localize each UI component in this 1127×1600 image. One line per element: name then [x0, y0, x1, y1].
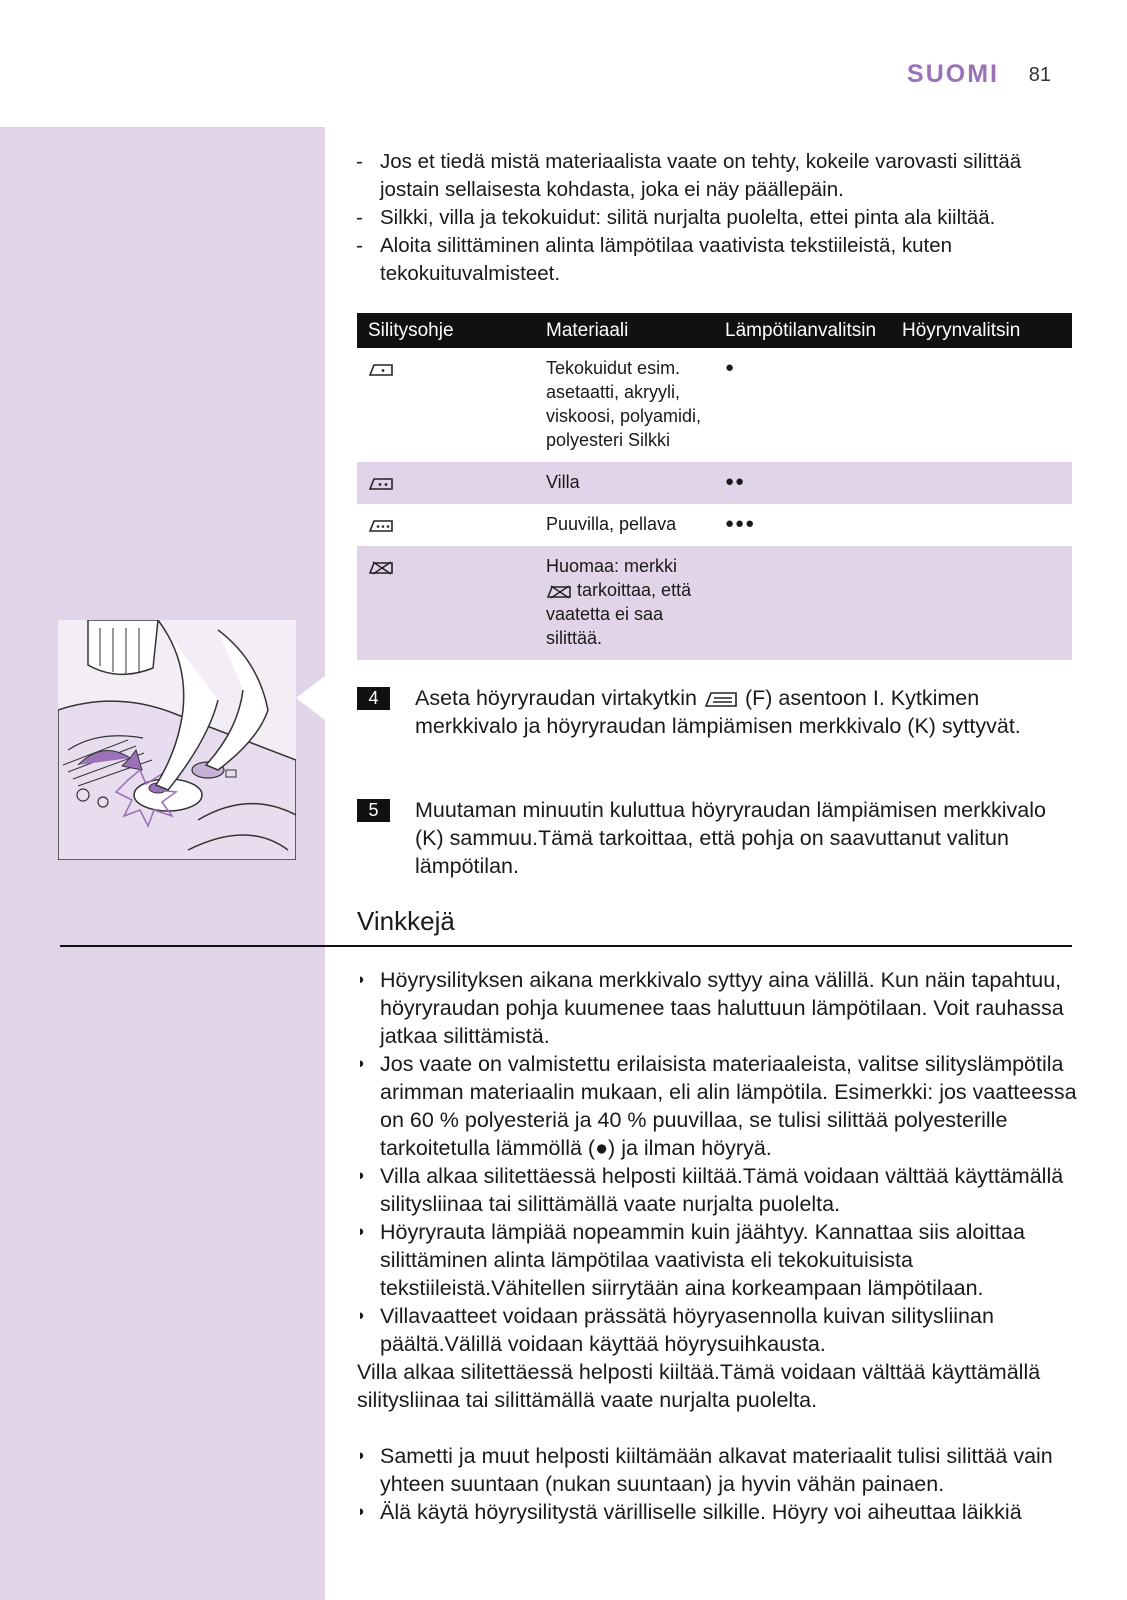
bullet-icon: ◗ [357, 1307, 367, 1324]
intro-item-text: Silkki, villa ja tekokuidut: silitä nurjalta puolelta, ettei pinta ala kiiltää. [380, 206, 996, 229]
iron-switch-illustration [58, 620, 296, 860]
tips-heading: Vinkkejä [357, 906, 455, 936]
bullet-icon: ◗ [357, 1055, 367, 1072]
material-cell: Villa [546, 472, 580, 492]
tip-item [357, 1302, 1077, 1358]
intro-item [356, 204, 1076, 232]
tip-item [357, 1162, 1077, 1218]
table-row [357, 504, 1072, 546]
temperature-cell [715, 554, 894, 650]
tip-text: Höyrysilityksen aikana merkkivalo syttyy aina välillä. Kun näin tapahtuu, höyryraudan pohja kuumenee taas haluttuun lämpötilaan. Voit rauhassa jatkaa silittämistä. [380, 968, 1064, 1048]
iron-three-dot-icon [368, 517, 394, 533]
ironing-table [357, 313, 1072, 660]
step-text-before: Aseta höyryraudan virtakytkin [415, 686, 698, 710]
tips-paragraph: Villa alkaa silitettäessä helposti kiiltää.Tämä voidaan välttää käyttämällä silitysliinaa tai silittämällä vaate nurjalta puolelta. [357, 1360, 1041, 1412]
header-material: Materiaali [546, 319, 629, 341]
temperature-cell: ●●● [725, 515, 756, 532]
header-ironing-instruction: Silitysohje [368, 319, 454, 341]
dash-marker: - [356, 150, 363, 173]
intro-item [356, 232, 1076, 288]
material-note-prefix: Huomaa: merkki [546, 556, 678, 576]
step-text: Muutaman minuutin kuluttua höyryraudan lämpiämisen merkkivalo (K) sammuu.Tämä tarkoittaa, että pohja on saavuttanut valitun lämpötilan. [415, 798, 1046, 878]
bullet-icon: ◗ [357, 1167, 367, 1184]
sidebar-band [0, 127, 325, 1600]
step-5 [357, 796, 1077, 880]
tip-item [357, 1442, 1077, 1498]
iron-one-dot-icon [368, 361, 394, 377]
table-row [357, 546, 1072, 660]
material-note-suffix: tarkoittaa, että vaatetta ei saa silittää. [546, 580, 692, 648]
table-row [357, 348, 1072, 462]
step-number: 5 [357, 799, 390, 822]
steam-cell [894, 470, 1072, 494]
material-cell: Tekokuidut esim. asetaatti, akryyli, viskoosi, polyamidi, polyesteri Silkki [546, 358, 702, 450]
iron-crossed-icon [368, 559, 394, 575]
tip-item [357, 1218, 1077, 1302]
illustration-pointer [296, 676, 325, 720]
tip-text: Sametti ja muut helposti kiiltämään alkavat materiaalit tulisi silittää vain yhteen suuntaan (nukan suuntaan) ja hyvin vähän painaen. [380, 1444, 1053, 1496]
iron-crossed-inline-icon [546, 583, 572, 599]
step-text [415, 684, 1077, 740]
table-row [357, 462, 1072, 504]
tip-text: Jos vaate on valmistettu erilaisista materiaaleista, valitse silityslämpötila arimman materiaalin mukaan, eli alin lämpötila. Esimerkki: jos vaatteessa on 60 % polyesteriä ja 40 % puuvillaa, se tulisi silittää polyesterille tarkoitetulla lämmöllä (●) ja ilman höyryä. [380, 1052, 1077, 1160]
illustration-drawing [58, 620, 296, 860]
temperature-cell: ● [725, 359, 736, 376]
intro-item-text: Aloita silittäminen alinta lämpötilaa vaativista tekstiileistä, kuten tekokuituvalmisteet. [380, 234, 952, 285]
iron-two-dot-icon [368, 475, 394, 491]
step-text-after: (F) asentoon I. Kytkimen merkkivalo ja höyryraudan lämpiämisen merkkivalo (K) syttyvät. [415, 686, 1021, 738]
dash-marker: - [356, 206, 363, 229]
intro-item [356, 148, 1076, 204]
power-switch-icon [703, 689, 739, 709]
language-label: SUOMI [907, 60, 999, 88]
intro-item-text: Jos et tiedä mistä materiaalista vaate on tehty, kokeile varovasti silittää jostain sellaisesta kohdasta, joka ei näy päällepäin. [380, 150, 1022, 201]
step-4 [357, 684, 1077, 740]
tip-item [357, 1050, 1077, 1162]
tip-item [357, 1498, 1077, 1526]
tip-text: Villavaatteet voidaan prässätä höyryasennolla kuivan silitysliinan päältä.Välillä voidaan käyttää höyrysuihkausta. [380, 1304, 994, 1356]
table-header-row [357, 313, 1072, 348]
tip-text: Höyryrauta lämpiää nopeammin kuin jäähtyy. Kannattaa siis aloittaa silittäminen alinta lämpötilaa vaativista eli tekokuituisista tekstiileistä.Vähitellen siirrytään aina korkeampaan lämpötilaan. [380, 1220, 1025, 1300]
bullet-icon: ◗ [357, 1503, 367, 1520]
header-temperature: Lämpötilanvalitsin [725, 319, 877, 341]
bullet-icon: ◗ [357, 971, 367, 988]
steam-cell [894, 512, 1072, 536]
temperature-cell: ●● [725, 473, 746, 490]
material-cell: Puuvilla, pellava [546, 514, 677, 534]
page-number: 81 [1028, 64, 1051, 86]
bullet-icon: ◗ [357, 1447, 367, 1464]
bullet-icon: ◗ [357, 1223, 367, 1240]
tip-item [357, 966, 1077, 1050]
steam-cell [894, 356, 1072, 452]
steam-cell [894, 554, 1072, 650]
tips-list [357, 966, 1077, 1526]
header-steam: Höyrynvalitsin [902, 319, 1021, 341]
material-cell [536, 554, 715, 650]
tips-divider [60, 945, 1072, 947]
tip-text: Älä käytä höyrysilitystä värilliselle silkille. Höyry voi aiheuttaa läikkiä [380, 1500, 1022, 1524]
intro-list [356, 148, 1076, 288]
dash-marker: - [356, 234, 363, 257]
tip-text: Villa alkaa silitettäessä helposti kiiltää.Tämä voidaan välttää käyttämällä silitysliinaa tai silittämällä vaate nurjalta puolelta. [380, 1164, 1064, 1216]
step-number: 4 [357, 687, 390, 710]
